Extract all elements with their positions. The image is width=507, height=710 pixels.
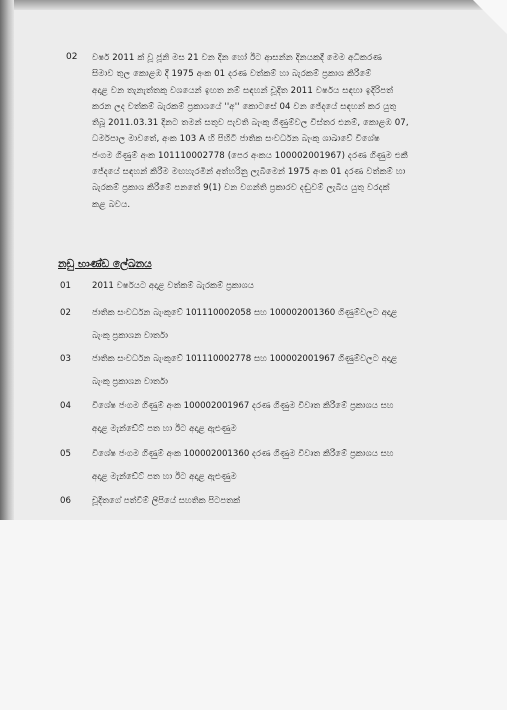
item-text: අදාළ මැන්ඩේට් පත හා ඊට අදාළ ඇළුණුම <box>92 472 237 482</box>
item-number: 03 <box>60 354 71 364</box>
paragraph-line: අදාළ වන තැනැත්තකු වශයෙන් ඉහත නම් සඳහන් චූදිත 2011 වර්ෂය සඳහා ඉදිරිපත් <box>92 85 394 96</box>
item-text: 2011 වර්ෂයට අදාළ වත්කම් බැරකම් ප්‍රකාශය <box>92 281 254 291</box>
paragraph-line: ජේදයේ සඳහන් කිරීම මඟහැරමින් අත්හරිනු ලැබීමෙන් 1975 අංක 01 දරණ වත්කම් හා <box>92 167 406 178</box>
item-number: 02 <box>60 308 71 318</box>
item-number: 01 <box>60 281 71 291</box>
item-number: 06 <box>60 496 71 506</box>
paragraph-line: තිබූ 2011.03.31 දිනට තමන් සතුව පැවති බැංකු ගිණුම්වල විස්තර එනම්, කොළඹ 07, <box>92 118 409 129</box>
charge-paragraph <box>92 50 492 213</box>
paragraph-line: වර්ෂ 2011 ක් වූ ජූනි මස 21 වන දින හෝ ඊට ආසන්න දිනයකදී මෙම අධිකරණ <box>92 53 383 63</box>
item-text: චූදිතගේ පත්වීම් ලිපියේ සහතික පිටපතක් <box>92 496 241 506</box>
scan-top-edge <box>0 0 507 10</box>
item-number: 05 <box>60 449 71 459</box>
item-text: විශේෂ ජංගම ගිණුම් අංක 100002001967 දරණ ගිණුම විවෘත කිරීමේ ප්‍රකාශය සහ <box>92 401 394 411</box>
item-text: ජාතික සංවර්ධන බැංකුවේ 101110002778 සහ 100002001967 ගිණුම්වලට අදාළ <box>92 354 398 364</box>
item-text: බැංකු ප්‍රකාශන වාර්තා <box>92 377 168 387</box>
paragraph-line: සිමාව තුල කොළඹ දී 1975 අංක 01 දරණ වත්කම් හා බැරකම් ප්‍රකාශ කිරීමේ <box>92 69 372 80</box>
blank-lower-area <box>0 520 507 710</box>
item-text: ජාතික සංවර්ධන බැංකුවේ 101110002058 සහ 100002001360 ගිණුම්වලට අදාළ <box>92 308 398 318</box>
productions-heading: නඩු භාණ්ඩ ලේඛනය <box>58 258 152 270</box>
scan-left-edge <box>0 0 14 520</box>
item-number: 04 <box>60 401 71 411</box>
page-fold-corner <box>473 0 507 34</box>
item-text: බැංකු ප්‍රකාශන වාර්තා <box>92 331 168 341</box>
item-text: විශේෂ ජංගම ගිණුම් අංක 100002001360 දරණ ගිණුම විවෘත කිරීමේ ප්‍රකාශය සහ <box>92 449 394 459</box>
paragraph-line: ධර්මපාල මාවතේ, අංක 103 A හි පිහිටි ජාතික සංවර්ධන බැංකු ශාඛාවේ විශේෂ <box>92 134 380 145</box>
paragraph-number: 02 <box>66 52 78 62</box>
paragraph-line: බැරකම් ප්‍රකාශ කිරීමේ පනතේ 9(1) වන වගන්ති ප්‍රකාරව දඬුවම් ලැබිය යුතු වරදක් <box>92 183 390 194</box>
item-text: අදාළ මැන්ඩේට් පත හා ඊට අදාළ ඇළුණුම <box>92 424 237 434</box>
paragraph-line: කළ බවය. <box>92 199 131 210</box>
paragraph-line: ජංගම ගිණුම් අංක 101110002778 (පෙර අංකය 100002001967) දරණ ගිණුම එකී <box>92 150 408 161</box>
paragraph-line: කරන ලද වත්කම් බැරකම් ප්‍රකාශයේ ''අ'' කොටසේ 04 වන ජේදයේ සඳහන් කර යුතු <box>92 101 397 112</box>
